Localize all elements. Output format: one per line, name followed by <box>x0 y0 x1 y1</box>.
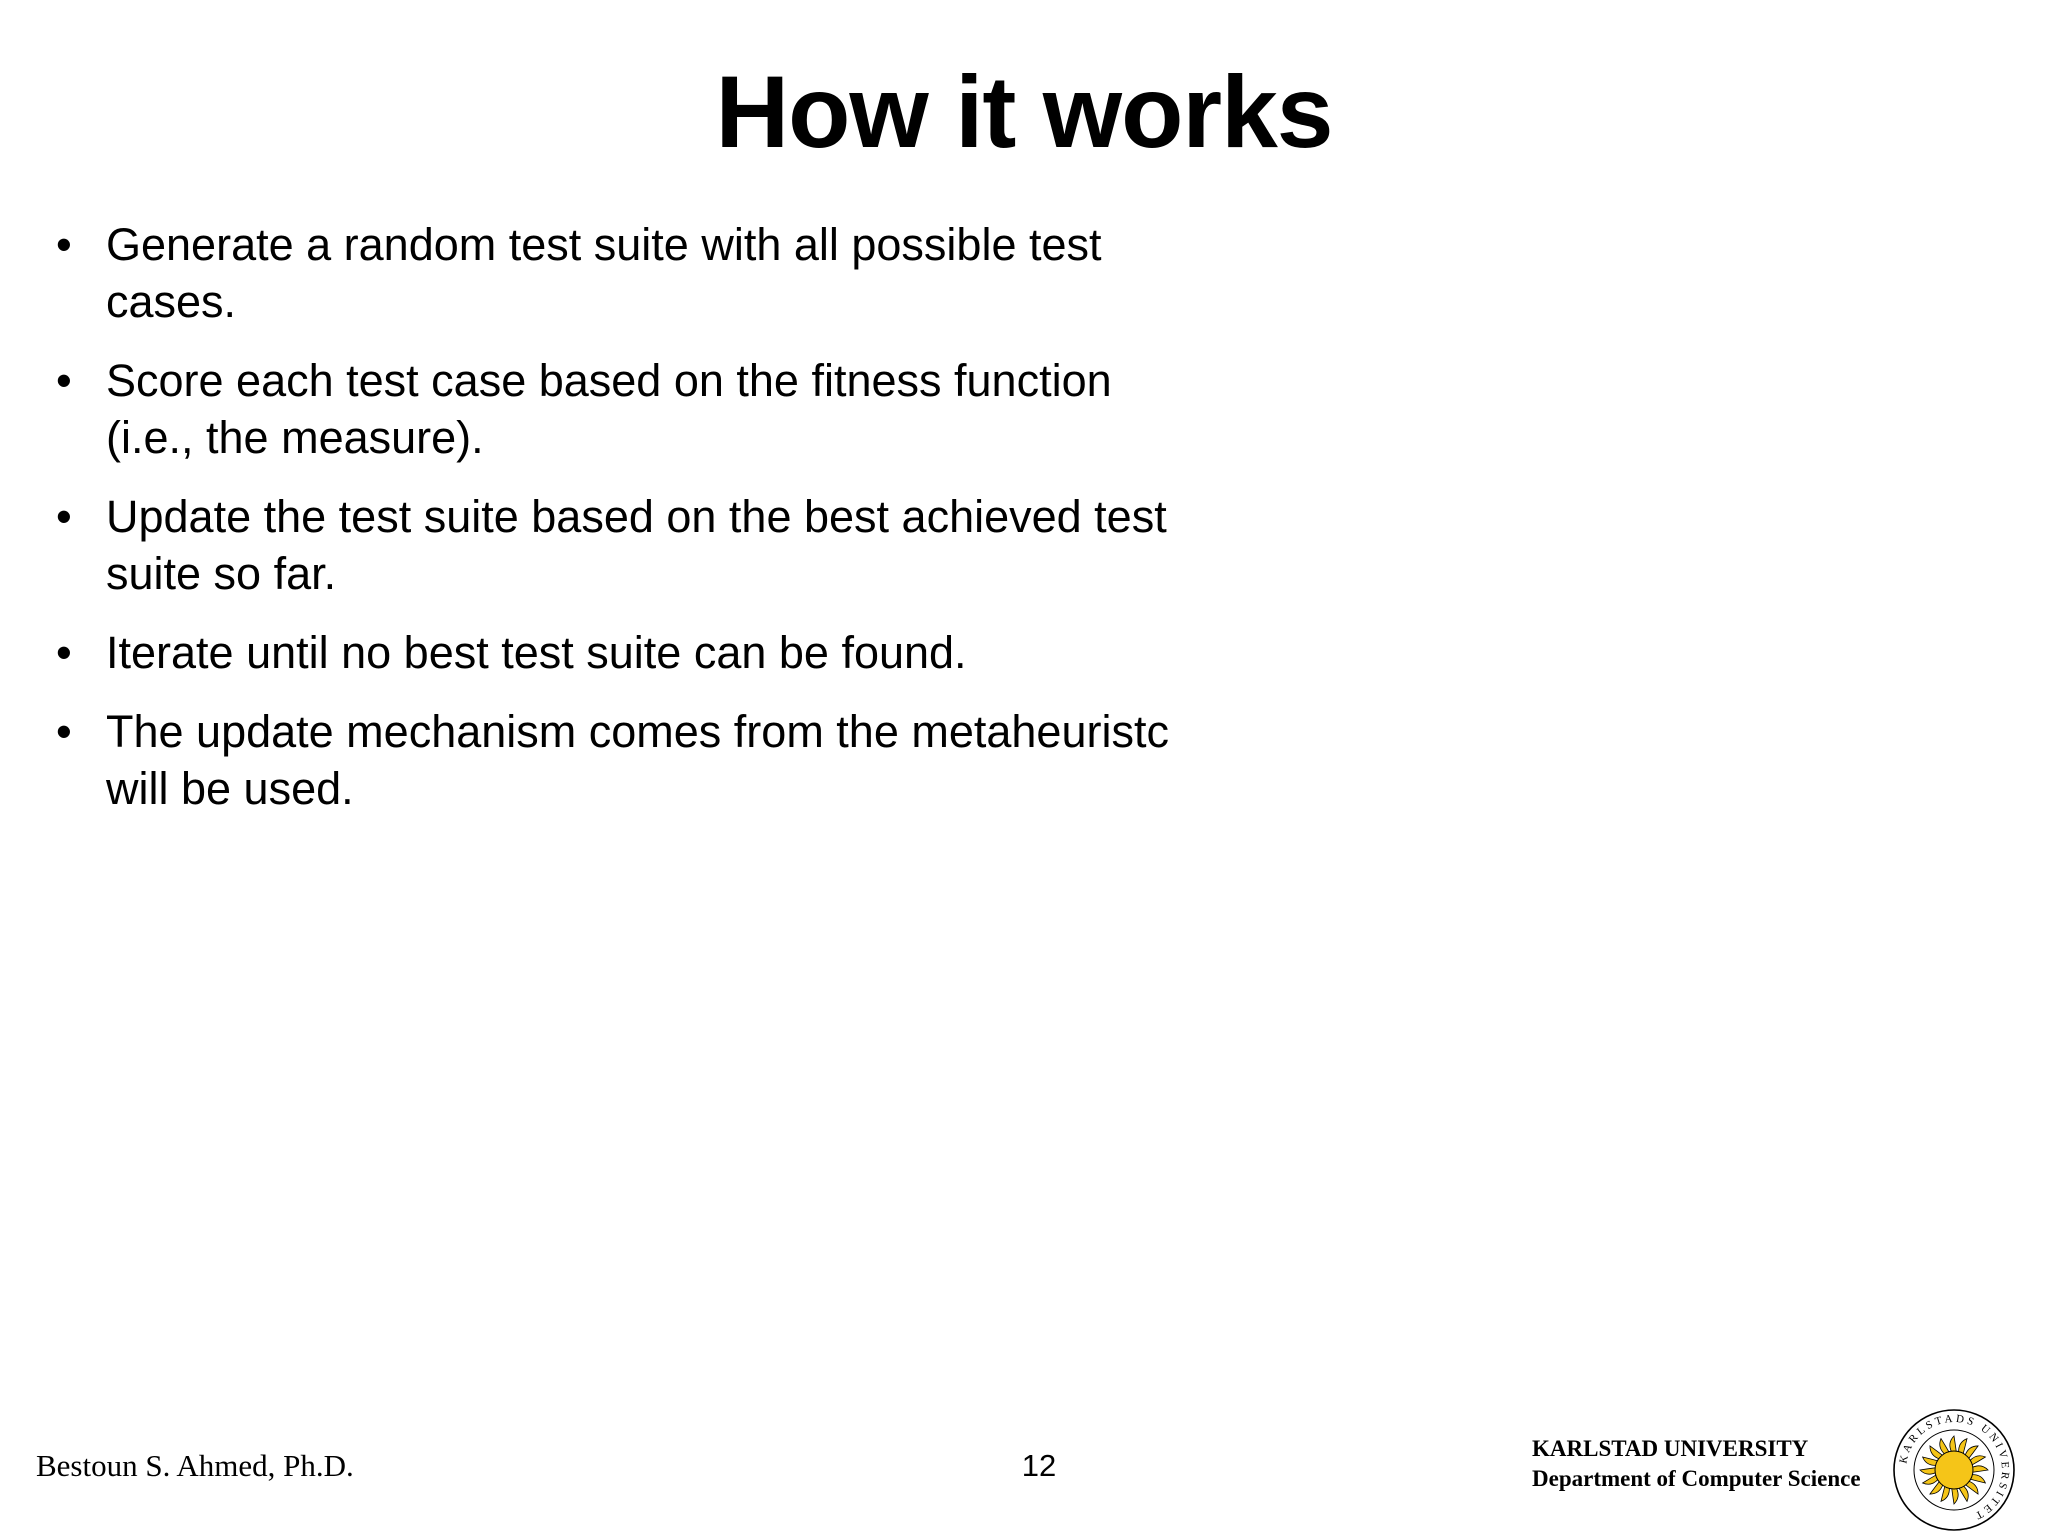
slide-title: How it works <box>715 55 1333 169</box>
bullet-item-4 <box>56 624 1256 681</box>
bullet-dot: • <box>56 355 72 406</box>
page-number: 12 <box>1021 1448 1057 1483</box>
sun-disc <box>1935 1451 1973 1489</box>
bullet-item-3 <box>56 488 1256 602</box>
department-name: Department of Computer Science <box>1532 1466 1861 1491</box>
university-name: KARLSTAD UNIVERSITY <box>1532 1436 1809 1461</box>
seal-text: KARLSTADS UNIVERSITET <box>1897 1412 2012 1523</box>
bullet-item-1 <box>56 216 1256 330</box>
bullet-dot: • <box>56 706 72 757</box>
bullet-text-line: will be used. <box>106 763 354 814</box>
bullet-dot: • <box>56 627 72 678</box>
bullet-text-line: Update the test suite based on the best achieved test <box>106 491 1167 542</box>
bullet-text-line: The update mechanism comes from the metaheuristc <box>106 706 1169 757</box>
bullet-list <box>56 216 1256 839</box>
bullet-item-5 <box>56 703 1256 817</box>
bullet-text-line: cases. <box>106 276 237 327</box>
bullet-text-line: suite so far. <box>106 548 337 599</box>
bullet-dot: • <box>56 219 72 270</box>
footer-author: Bestoun S. Ahmed, Ph.D. <box>36 1448 354 1483</box>
bullet-dot: • <box>56 491 72 542</box>
bullet-text-line: Generate a random test suite with all possible test <box>106 219 1102 270</box>
bullet-item-2 <box>56 352 1256 466</box>
bullet-text-line: (i.e., the measure). <box>106 412 484 463</box>
university-block <box>1532 1434 1861 1494</box>
bullet-text-line: Iterate until no best test suite can be found. <box>106 627 967 678</box>
bullet-text-line: Score each test case based on the fitness function <box>106 355 1112 406</box>
karlstad-university-sun-seal-icon <box>1892 1408 2016 1532</box>
